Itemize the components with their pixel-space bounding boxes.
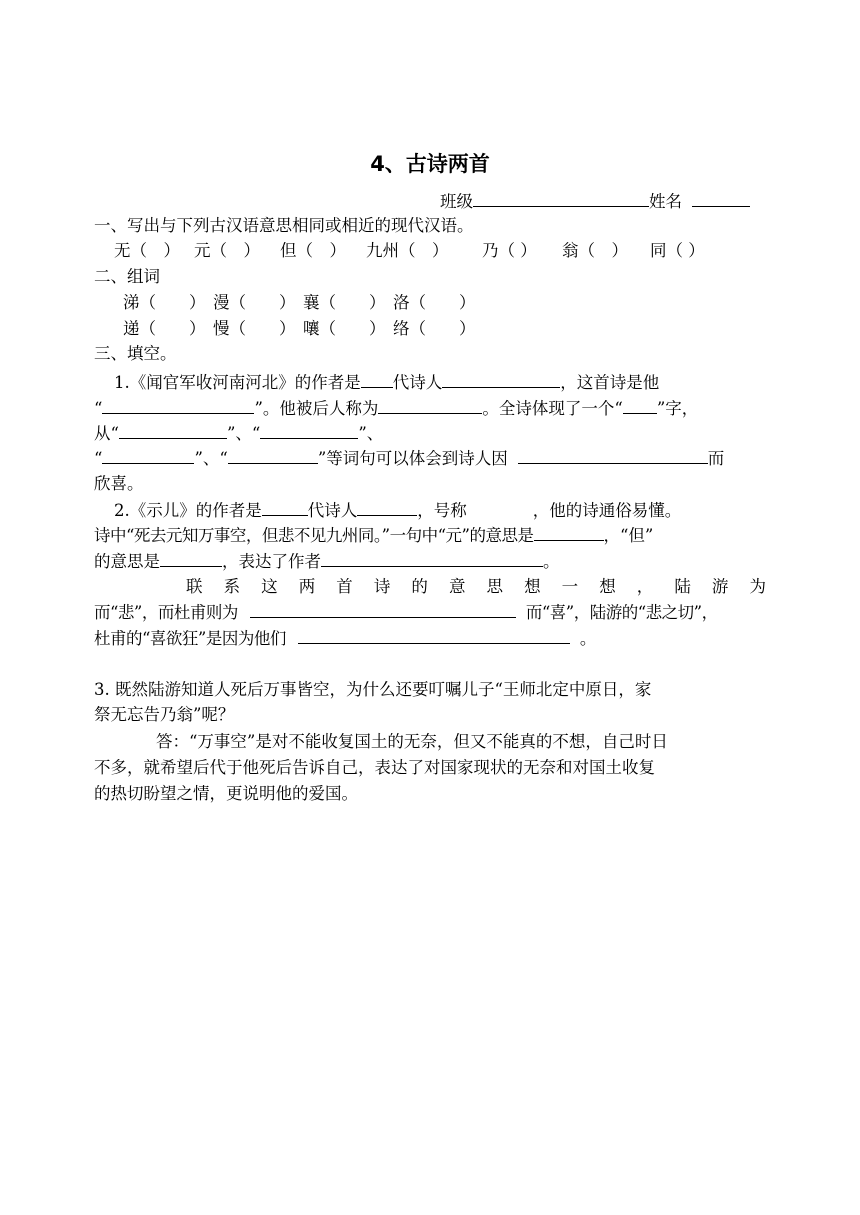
q1-text: 代诗人	[392, 373, 443, 392]
q2-line-2	[94, 523, 653, 548]
q2-text: ，号称	[417, 501, 467, 520]
q1-text: “	[94, 449, 103, 468]
class-blank[interactable]	[473, 189, 649, 207]
poet-blank[interactable]	[442, 370, 560, 388]
char: 一	[561, 577, 579, 596]
q2-line-6	[94, 626, 596, 651]
char: ，	[636, 577, 654, 596]
char: 陆	[674, 577, 691, 596]
char: 思	[486, 577, 503, 596]
word-item: 递（ ）	[123, 319, 206, 338]
q2-text: 代诗人	[307, 501, 358, 520]
phrase-blank[interactable]	[119, 421, 227, 439]
char: 游	[711, 577, 729, 596]
q2-text: 而“喜”，陆游的“悲之切”，	[525, 603, 718, 622]
q3-answer-line-3: 的热切盼望之情，更说明他的爱国。	[94, 784, 358, 803]
dynasty-blank[interactable]	[361, 370, 393, 388]
q1-text: 。全诗体现了一个“	[482, 399, 623, 418]
q1-text: 1.《闻官军收河南河北》的作者是	[114, 373, 361, 392]
q1-text: 从“	[94, 424, 119, 443]
word-item: 洛（ ）	[393, 293, 476, 312]
q2-text: 杜甫的“喜欲狂”是因为他们	[94, 629, 286, 648]
vocab-item: 元（ ）	[194, 241, 260, 260]
q2-text: 的意思是	[94, 552, 160, 571]
q3-answer-line-1: 答：“万事空”是对不能收复国土的无奈，但又不能真的不想，自己时日	[156, 732, 668, 751]
section-3-heading: 三、填空。	[94, 344, 177, 363]
q2-line-5	[94, 600, 718, 625]
q1-text: 而	[707, 449, 725, 468]
word-item: 涕（ ）	[123, 293, 206, 312]
word-item: 襄（ ）	[303, 293, 386, 312]
title-blank[interactable]	[378, 396, 482, 414]
section-2-heading: 二、组词	[94, 267, 160, 286]
q3-answer-line-2: 不多，就希望后代于他死后告诉自己，表达了对国家现状的无奈和对国土收复	[94, 758, 655, 777]
q2-line-4	[186, 575, 766, 599]
section-1-items	[114, 239, 705, 263]
char: 意	[448, 577, 466, 596]
vocab-item: 九州（ ）	[366, 241, 449, 260]
q2-text: 诗中“死去元知万事空，但悲不见九州同。”一句中“元”的意思是	[94, 526, 534, 545]
q1-text: ”、“	[226, 424, 261, 443]
q1-line-3	[94, 421, 383, 446]
q1-text: ，这首诗是他	[560, 373, 660, 392]
q2-text: 。	[543, 552, 560, 571]
q2-line-1	[114, 498, 681, 523]
q1-line-5: 欣喜。	[94, 474, 144, 493]
q1-text: ”、“	[194, 449, 228, 468]
q3-question-line-2: 祭无忘告乃翁”呢？	[94, 705, 235, 724]
word-group-row-2	[123, 317, 476, 341]
char: 联	[186, 577, 203, 596]
dynasty-blank[interactable]	[262, 498, 308, 516]
q1-text: ”。他被后人称为	[254, 399, 379, 418]
char: 诗	[373, 577, 391, 596]
name-blank[interactable]	[692, 189, 750, 207]
word-item: 慢（ ）	[213, 319, 296, 338]
word-group-row-1	[123, 291, 476, 315]
q3-question-line-1: 3. 既然陆游知道人死后万事皆空，为什么还要叮嘱儿子“王师北定中原日，家	[94, 680, 652, 699]
q2-text: 2.《示儿》的作者是	[114, 501, 262, 520]
vocab-item: 乃（ ）	[482, 241, 537, 260]
q2-text: 而“悲”，而杜甫则为	[94, 603, 238, 622]
q2-line-3	[94, 549, 560, 574]
phrase-blank[interactable]	[228, 446, 318, 464]
theme-word-blank[interactable]	[623, 396, 657, 414]
vocab-item: 同（ ）	[650, 241, 705, 260]
reason-blank[interactable]	[250, 600, 516, 618]
section-1-heading: 一、写出与下列古汉语意思相同或相近的现代汉语。	[94, 216, 474, 235]
q1-line-1	[114, 370, 659, 395]
vocab-item: 翁（ ）	[562, 241, 628, 260]
name-label: 姓名	[649, 192, 682, 211]
vocab-item: 无（ ）	[114, 241, 180, 260]
poem-quote-blank[interactable]	[102, 396, 254, 414]
word-item: 漫（ ）	[213, 293, 296, 312]
q1-text: ”、	[358, 424, 384, 443]
emotion-blank[interactable]	[321, 549, 543, 567]
reason-blank[interactable]	[518, 446, 708, 464]
q1-line-4	[94, 446, 724, 471]
meaning-blank[interactable]	[160, 549, 222, 567]
q1-text: ”等词句可以体会到诗人因	[317, 449, 508, 468]
student-info-line	[440, 189, 750, 214]
char: 为	[749, 577, 766, 596]
q1-text: “	[94, 399, 103, 418]
class-label: 班级	[440, 192, 473, 211]
q2-text: ，“但”	[603, 526, 654, 545]
page-title: 4、古诗两首	[370, 152, 490, 176]
char: 两	[298, 577, 316, 596]
word-item: 嚷（ ）	[303, 319, 386, 338]
q1-text: ”字，	[656, 399, 699, 418]
reason-blank[interactable]	[298, 626, 570, 644]
q2-text: ，表达了作者	[222, 552, 321, 571]
vocab-item: 但（ ）	[280, 241, 346, 260]
phrase-blank[interactable]	[102, 446, 194, 464]
char: 的	[411, 577, 428, 596]
poet-blank[interactable]	[357, 498, 417, 516]
char: 系	[223, 577, 241, 596]
char: 想	[599, 577, 616, 596]
meaning-blank[interactable]	[534, 523, 604, 541]
char: 想	[524, 577, 541, 596]
char: 这	[261, 577, 278, 596]
q2-text: 。	[579, 629, 597, 648]
word-item: 络（ ）	[393, 319, 476, 338]
q1-line-2	[94, 396, 698, 421]
phrase-blank[interactable]	[260, 421, 358, 439]
char: 首	[336, 577, 353, 596]
q2-text: ，他的诗通俗易懂。	[532, 501, 682, 520]
